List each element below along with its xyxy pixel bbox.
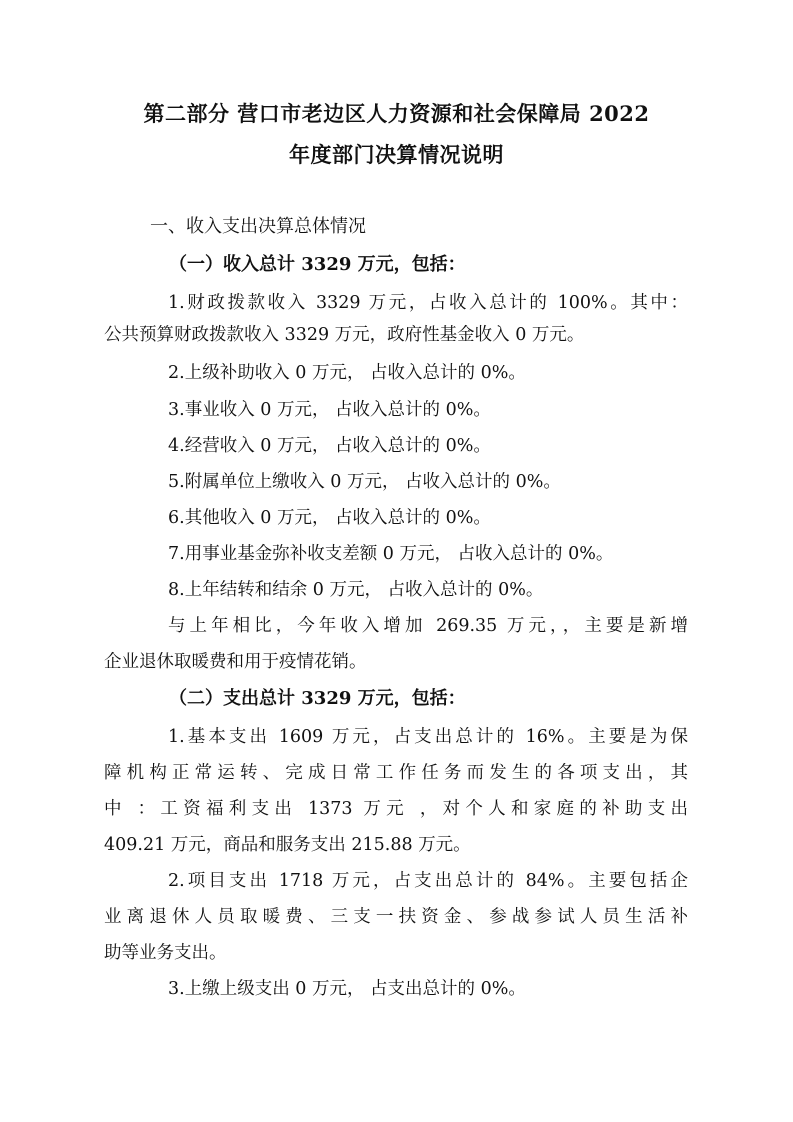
income-item-6: 6.其他收入 0 万元， 占收入总计的 0%。 [168, 508, 491, 528]
expense-item-1-line-2: 障机构正常运转、完成日常工作任务而发生的各项支出，其 [104, 763, 688, 783]
income-comparison-line-1: 与上年相比，今年收入增加 269.35 万元，，主要是新增 [168, 616, 688, 636]
income-item-3: 3.事业收入 0 万元， 占收入总计的 0%。 [168, 400, 491, 420]
income-item-4: 4.经营收入 0 万元， 占收入总计的 0%。 [168, 436, 491, 456]
section-heading-overview: 一、收入支出决算总体情况 [150, 216, 366, 237]
income-item-8: 8.上年结转和结余 0 万元， 占收入总计的 0%。 [168, 580, 544, 600]
expense-item-1-line-1: 1.基本支出 1609 万元，占支出总计的 16%。主要是为保 [168, 727, 688, 747]
income-item-1-line-1: 1.财政拨款收入 3329 万元，占收入总计的 100%。其中： [168, 293, 688, 313]
expense-item-2-line-2: 业离退休人员取暖费、三支一扶资金、参战参试人员生活补 [104, 907, 688, 927]
expense-item-2-line-1: 2.项目支出 1718 万元，占支出总计的 84%。主要包括企 [168, 871, 688, 891]
expense-item-1-line-3: 中 ：工资福利支出 1373 万元 ，对个人和家庭的补助支出 [104, 799, 688, 819]
expense-item-1-line-4: 409.21 万元，商品和服务支出 215.88 万元。 [104, 835, 471, 855]
income-item-1-line-2: 公共预算财政拨款收入 3329 万元，政府性基金收入 0 万元。 [104, 325, 585, 345]
income-heading: （一）收入总计 3329 万元，包括： [169, 254, 466, 275]
income-item-5: 5.附属单位上缴收入 0 万元， 占收入总计的 0%。 [168, 472, 561, 492]
income-item-2: 2.上级补助收入 0 万元， 占收入总计的 0%。 [168, 363, 526, 383]
document-title-line-1: 第二部分 营口市老边区人力资源和社会保障局 2022 [143, 101, 650, 126]
income-item-7: 7.用事业基金弥补收支差额 0 万元， 占收入总计的 0%。 [168, 544, 614, 564]
expense-item-3: 3.上缴上级支出 0 万元， 占支出总计的 0%。 [168, 979, 526, 999]
expense-heading: （二）支出总计 3329 万元，包括： [169, 688, 466, 709]
document-title-line-2: 年度部门决算情况说明 [289, 142, 504, 167]
income-comparison-line-2: 企业退休取暖费和用于疫情花销。 [104, 652, 367, 672]
expense-item-2-line-3: 助等业务支出。 [104, 943, 227, 963]
